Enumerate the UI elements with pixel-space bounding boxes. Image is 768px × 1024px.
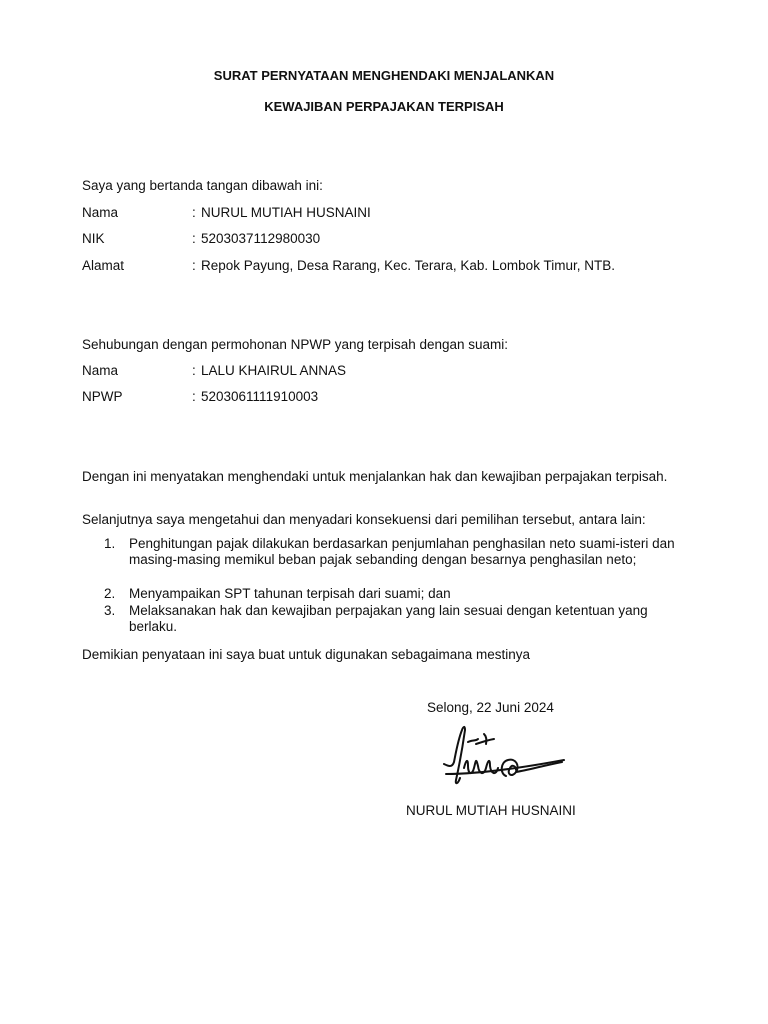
signer-name: NURUL MUTIAH HUSNAINI [406, 803, 576, 818]
list-item-number: 3. [104, 603, 116, 618]
list-item-number: 2. [104, 586, 116, 601]
document-title-line-1: SURAT PERNYATAAN MENGHENDAKI MENJALANKAN [213, 68, 555, 83]
declarant-name-value: NURUL MUTIAH HUSNAINI [201, 205, 371, 220]
list-item-text: Melaksanakan hak dan kewajiban perpajakan yang lain sesuai dengan ketentuan yang berlaku. [129, 603, 648, 634]
colon: : [192, 363, 196, 378]
consequences-intro-text: Selanjutnya saya mengetahui dan menyadari konsekuensi dari pemilihan tersebut, antara lain: [82, 512, 646, 527]
spouse-intro-text: Sehubungan dengan permohonan NPWP yang terpisah dengan suami: [82, 337, 509, 352]
declarant-name-label: Nama [82, 205, 119, 220]
list-item-number: 1. [104, 536, 116, 551]
colon: : [192, 258, 196, 273]
signature-icon [430, 722, 570, 794]
list-item-text: Penghitungan pajak dilakukan berdasarkan penjumlahan penghasilan neto suami-isteri dan masing-masing memikul beban pajak sebanding dengan besarnya penghasilan neto; [129, 536, 675, 567]
declarant-nik-label: NIK [82, 231, 105, 246]
declarant-nik-value: 5203037112980030 [201, 231, 321, 246]
spouse-name-label: Nama [82, 363, 119, 378]
spouse-npwp-label: NPWP [82, 389, 123, 404]
declarant-address-value: Repok Payung, Desa Rarang, Kec. Terara, Kab. Lombok Timur, NTB. [201, 258, 615, 273]
statement-paragraph: Dengan ini menyatakan menghendaki untuk menjalankan hak dan kewajiban perpajakan terpisah. [82, 469, 668, 484]
spouse-name-value: LALU KHAIRUL ANNAS [201, 363, 347, 378]
colon: : [192, 231, 196, 246]
list-item-text: Menyampaikan SPT tahunan terpisah dari suami; dan [129, 586, 451, 601]
colon: : [192, 389, 196, 404]
colon: : [192, 205, 196, 220]
closing-text: Demikian penyataan ini saya buat untuk digunakan sebagaimana mestinya [82, 647, 531, 662]
intro-text: Saya yang bertanda tangan dibawah ini: [82, 178, 323, 193]
declarant-address-label: Alamat [82, 258, 125, 273]
spouse-npwp-value: 5203061111910003 [201, 389, 319, 404]
place-date: Selong, 22 Juni 2024 [427, 700, 554, 715]
document-title-line-2: KEWAJIBAN PERPAJAKAN TERPISAH [264, 99, 504, 114]
